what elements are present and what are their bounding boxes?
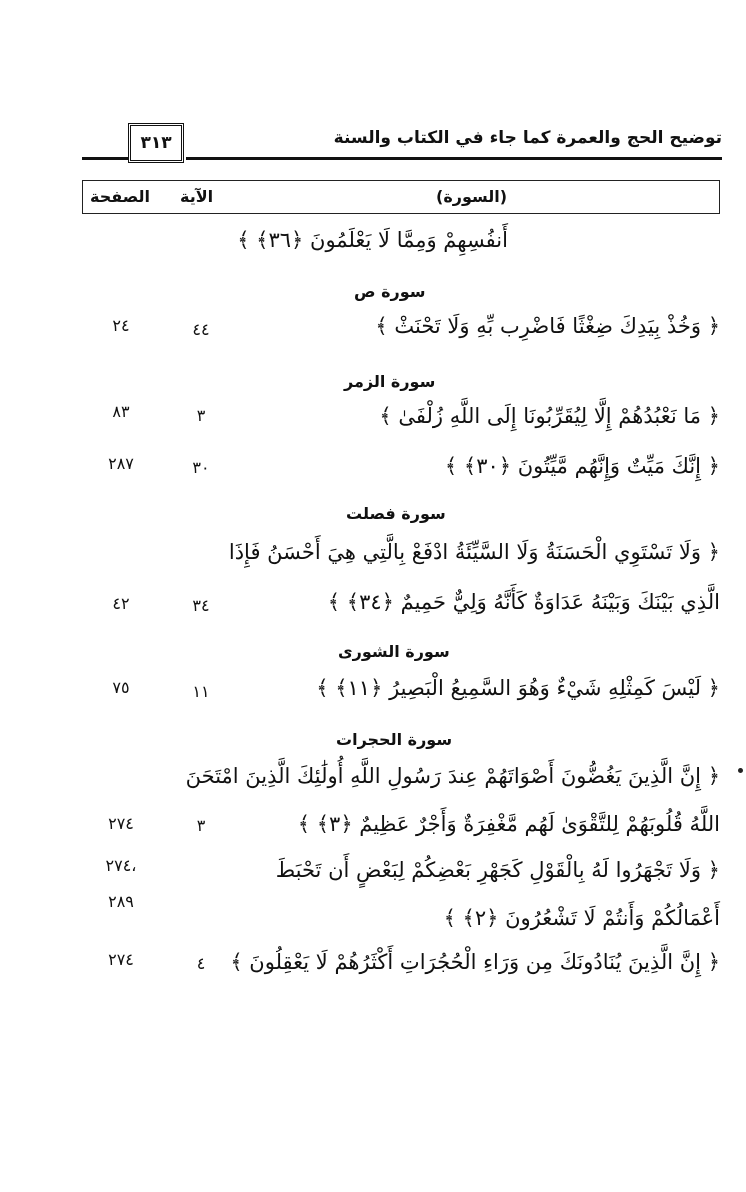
column-ayah-header: الآية	[180, 187, 214, 206]
ayah-number: ٣٠	[192, 458, 210, 477]
verse-line: اللَّهُ قُلُوبَهُمْ لِلتَّقْوَىٰ لَهُم مَّغْفِرَةٌ وَأَجْرٌ عَظِيمٌ ﴿٣﴾ ﴾	[297, 812, 720, 836]
ayah-number: ٣	[196, 406, 206, 425]
verse-line: ﴿ وَلَا تَجْهَرُوا لَهُ بِالْقَوْلِ كَجَهْرِ بَعْضِكُمْ لِبَعْضٍ أَن تَحْبَطَ	[275, 858, 720, 882]
verse-line: ﴿ وَخُذْ بِيَدِكَ ضِغْثًا فَاضْرِب بِّهِ وَلَا تَحْنَثْ ﴾	[375, 314, 720, 338]
page-ref: ٢٨٧	[108, 454, 134, 473]
page-ref: ،٢٧٤	[105, 856, 137, 875]
verse-line: الَّذِي بَيْنَكَ وَبَيْنَهُ عَدَاوَةٌ كَأَنَّهُ وَلِيٌّ حَمِيمٌ ﴿٣٤﴾ ﴾	[327, 590, 720, 614]
verse-line: ﴿ إِنَّكَ مَيِّتٌ وَإِنَّهُم مَّيِّتُونَ ﴿٣٠﴾ ﴾	[444, 454, 720, 478]
ayah-number: ٤	[196, 954, 206, 973]
page-ref: ٤٢	[112, 594, 130, 613]
verse-line: ﴿ لَيْسَ كَمِثْلِهِ شَيْءٌ وَهُوَ السَّمِيعُ الْبَصِيرُ ﴿١١﴾ ﴾	[316, 676, 720, 700]
page-ref: ٢٧٤	[108, 950, 134, 969]
page-ref: ٨٣	[112, 402, 130, 421]
verse-line: أَعْمَالُكُمْ وَأَنتُمْ لَا تَشْعُرُونَ ﴿٢﴾ ﴾	[443, 906, 720, 930]
page-ref: ٢٧٤	[108, 814, 134, 833]
verse-line: أَنفُسِهِمْ وَمِمَّا لَا يَعْلَمُونَ ﴿٣٦﴾ ﴾	[237, 228, 508, 252]
page-ref: ٢٤	[112, 316, 130, 335]
surah-heading: سورة ص	[354, 282, 426, 301]
verse-line: ﴿ إِنَّ الَّذِينَ يَغُضُّونَ أَصْوَاتَهُمْ عِندَ رَسُولِ اللَّهِ أُولَٰئِكَ الَّذِينَ امْتَحَنَ	[185, 764, 720, 788]
surah-heading: سورة الحجرات	[336, 730, 453, 749]
verse-line: ﴿ إِنَّ الَّذِينَ يُنَادُونَكَ مِن وَرَاءِ الْحُجُرَاتِ أَكْثَرُهُمْ لَا يَعْقِلُونَ ﴾	[230, 950, 720, 974]
surah-heading: سورة الزمر	[344, 372, 436, 391]
page-number: ٣١٣	[140, 133, 172, 153]
surah-heading: سورة فصلت	[346, 504, 446, 523]
ayah-number: ٣	[196, 816, 206, 835]
ayah-number: ١١	[192, 682, 210, 701]
margin-mark	[738, 768, 743, 773]
running-header-title: توضيح الحج والعمرة كما جاء في الكتاب والسنة	[333, 128, 722, 148]
ayah-number: ٤٤	[192, 320, 210, 339]
column-page-header: الصفحة	[90, 187, 151, 206]
verse-line: ﴿ مَا نَعْبُدُهُمْ إِلَّا لِيُقَرِّبُونَا إِلَى اللَّهِ زُلْفَىٰ ﴾	[379, 404, 720, 428]
surah-heading: سورة الشورى	[338, 642, 450, 661]
ayah-number: ٣٤	[192, 596, 210, 615]
header-rule-left	[82, 157, 128, 160]
header-rule-right	[186, 157, 722, 160]
page-ref: ٢٨٩	[108, 892, 134, 911]
page-number-box	[128, 123, 184, 163]
verse-line: ﴿ وَلَا تَسْتَوِي الْحَسَنَةُ وَلَا السَّيِّئَةُ ادْفَعْ بِالَّتِي هِيَ أَحْسَنُ فَإِذَا	[228, 540, 720, 564]
column-surah-header: (السورة)	[436, 187, 508, 206]
table-header	[82, 180, 720, 214]
page-ref: ٧٥	[112, 678, 130, 697]
